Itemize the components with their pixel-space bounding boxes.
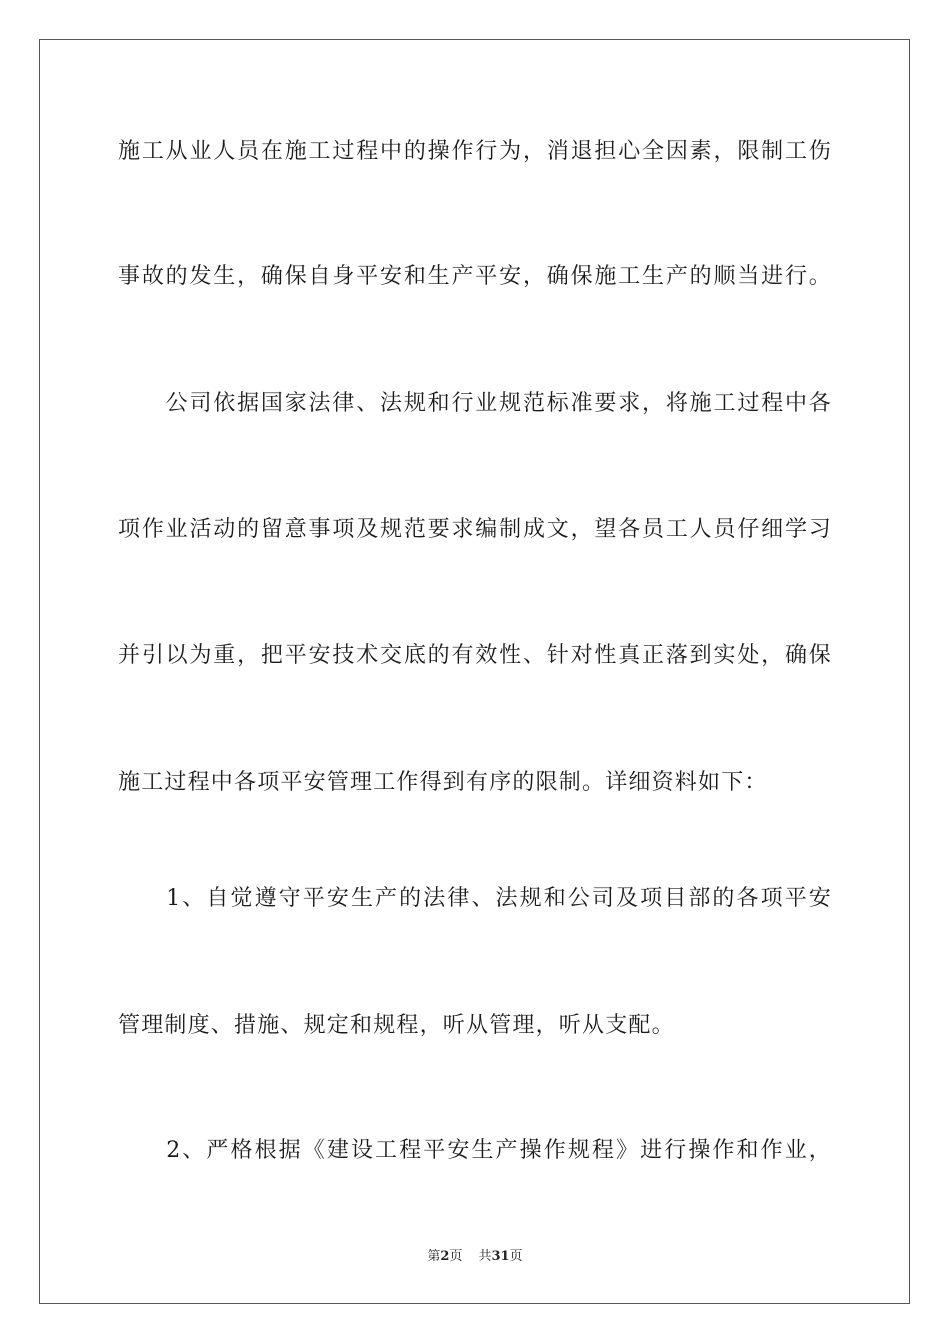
body-line-9: 2、严格根据《建设工程平安生产操作规程》进行操作和作业， — [118, 1138, 832, 1163]
body-line-5: 并引以为重，把平安技术交底的有效性、针对性真正落到实处，确保 — [118, 643, 832, 668]
body-line-3: 公司依据国家法律、法规和行业规范标准要求，将施工过程中各 — [118, 391, 832, 416]
total-prefix: 共 — [478, 1249, 492, 1264]
body-line-6: 施工过程中各项平安管理工作得到有序的限制。详细资料如下： — [118, 770, 768, 795]
body-line-2: 事故的发生，确保自身平安和生产平安，确保施工生产的顺当进行。 — [118, 264, 832, 289]
total-pages: 31 — [491, 1249, 510, 1264]
page-suffix: 页 — [449, 1249, 463, 1264]
page-number: 2 — [440, 1249, 450, 1264]
total-suffix: 页 — [509, 1249, 523, 1264]
body-line-8: 管理制度、措施、规定和规程，听从管理，听从支配。 — [118, 1013, 675, 1038]
page-prefix: 第 — [427, 1249, 441, 1264]
body-line-7: 1、自觉遵守平安生产的法律、法规和公司及项目部的各项平安 — [118, 886, 832, 911]
body-line-1: 施工从业人员在施工过程中的操作行为，消退担心全因素，限制工伤 — [118, 139, 832, 164]
page-border — [39, 39, 910, 1304]
body-line-4: 项作业活动的留意事项及规范要求编制成文，望各员工人员仔细学习 — [118, 517, 832, 542]
page-footer — [0, 1248, 950, 1266]
